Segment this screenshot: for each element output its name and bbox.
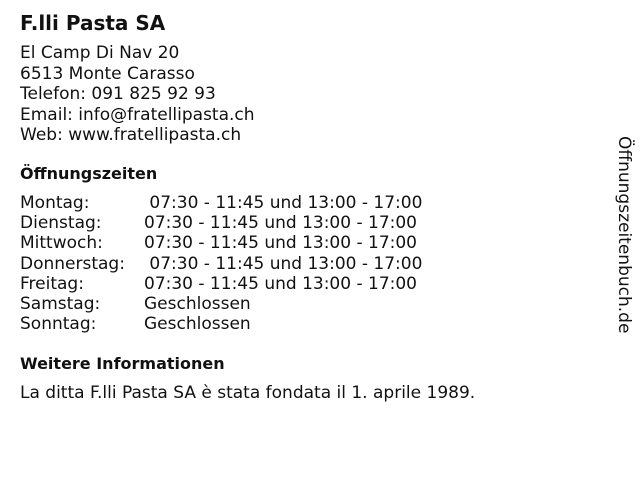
day-label: Donnerstag:	[20, 253, 125, 274]
more-info-text: La ditta F.lli Pasta SA è stata fondata il 1. aprile 1989.	[20, 383, 476, 403]
street-address: El Camp Di Nav 20	[20, 43, 180, 63]
time-value: 07:30 - 11:45 und 13:00 - 17:00	[144, 193, 423, 213]
hours-row-wednesday	[20, 233, 422, 253]
day-label: Montag:	[20, 193, 90, 213]
day-label: Freitag:	[20, 273, 84, 294]
hours-row-sunday	[20, 314, 422, 334]
website-address: Web: www.fratellipasta.ch	[20, 125, 242, 145]
time-value: 07:30 - 11:45 und 13:00 - 17:00	[144, 213, 417, 234]
day-label: Samstag:	[20, 294, 101, 315]
time-value: Geschlossen	[144, 314, 251, 335]
day-label: Sonntag:	[20, 314, 97, 335]
more-info-heading: Weitere Informationen	[20, 354, 225, 373]
opening-hours-table	[20, 193, 422, 334]
day-label: Dienstag:	[20, 213, 102, 234]
city-address: 6513 Monte Carasso	[20, 63, 195, 84]
time-value: 07:30 - 11:45 und 13:00 - 17:00	[144, 253, 423, 274]
contact-block	[20, 43, 255, 146]
hours-row-tuesday	[20, 213, 422, 233]
site-brand-label: Öffnungszeitenbuch.de	[614, 136, 634, 334]
day-label: Mittwoch:	[20, 233, 103, 254]
email-address: Email: info@fratellipasta.ch	[20, 104, 255, 125]
hours-row-saturday	[20, 294, 422, 314]
time-value: Geschlossen	[144, 294, 251, 315]
hours-row-thursday	[20, 254, 422, 274]
time-value: 07:30 - 11:45 und 13:00 - 17:00	[144, 273, 417, 294]
opening-hours-heading: Öffnungszeiten	[20, 164, 158, 183]
phone-number: Telefon: 091 825 92 93	[20, 84, 216, 104]
hours-row-friday	[20, 274, 422, 294]
business-name: F.lli Pasta SA	[20, 11, 166, 35]
hours-row-monday	[20, 193, 422, 213]
time-value: 07:30 - 11:45 und 13:00 - 17:00	[144, 233, 417, 254]
